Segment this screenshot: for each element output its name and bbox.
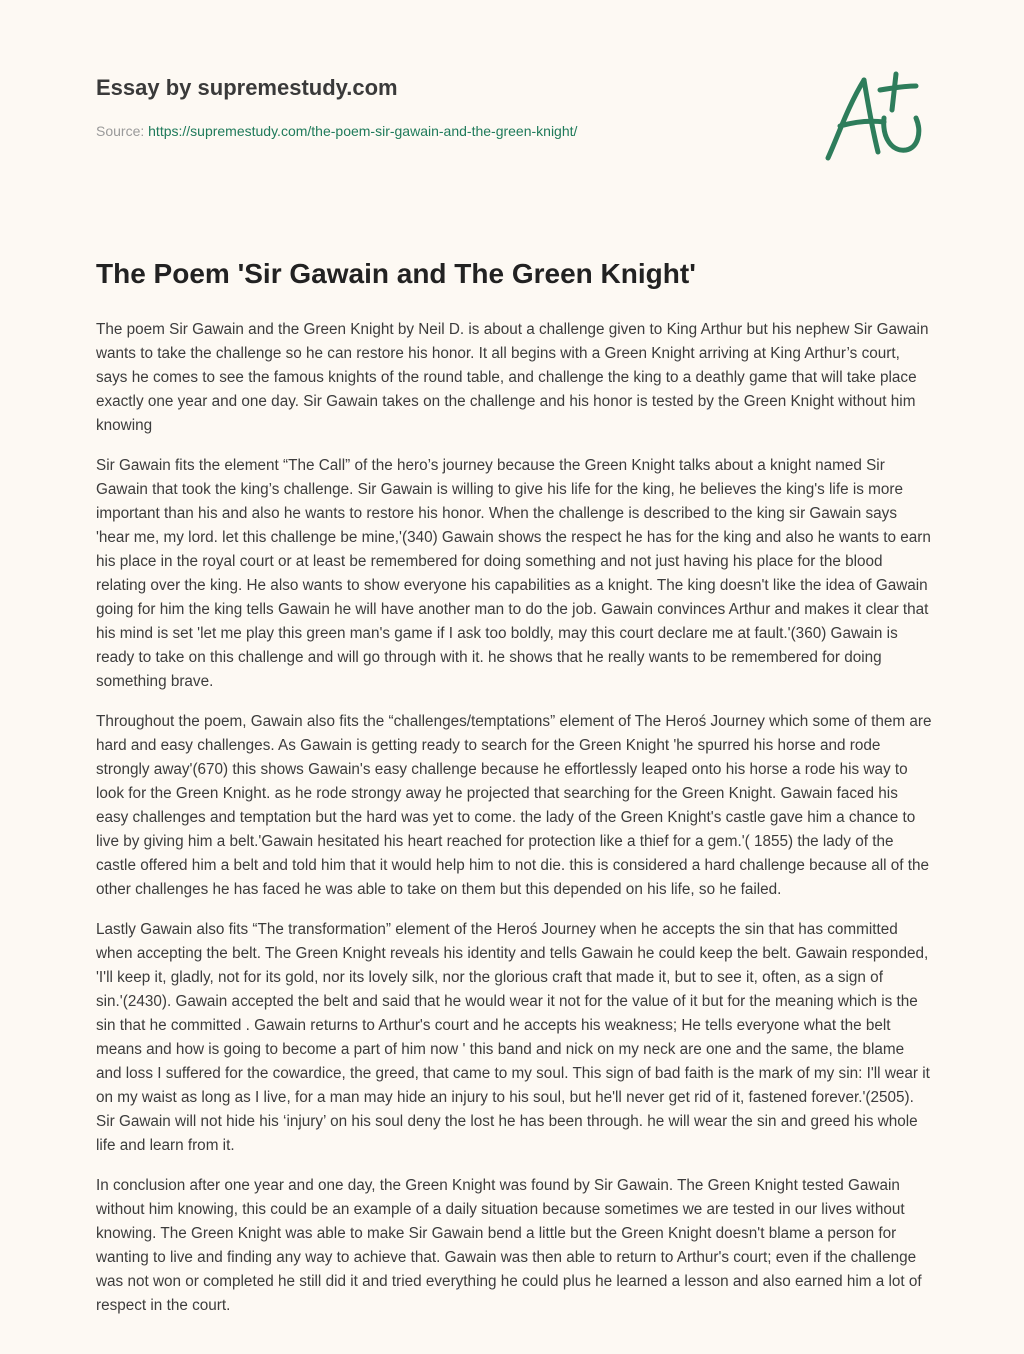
a-plus-logo-icon xyxy=(820,66,930,166)
source-link[interactable]: https://supremestudy.com/the-poem-sir-gawain-and-the-green-knight/ xyxy=(148,123,578,139)
essay-title: The Poem 'Sir Gawain and The Green Knight' xyxy=(96,258,696,289)
source-line xyxy=(96,122,796,140)
essay-paragraph: In conclusion after one year and one day, the Green Knight was found by Sir Gawain. The Green Knight tested Gawain without him knowing, this could be an example of a daily situation because sometimes we are tested in our lives without knowing. The Green Knight was able to make Sir Gawain bend a little but the Green Knight doesn't blame a person for wanting to live and finding any way to achieve that. Gawain was then able to return to Arthur's court; even if the challenge was not won or completed he still did it and tried everything he could plus he learned a lesson and also earned him a lot of respect in the court. xyxy=(96,1177,922,1314)
essay-paragraph: Sir Gawain fits the element “The Call” of the hero’s journey because the Green Knight talks about a knight named Sir Gawain that took the king’s challenge. Sir Gawain is willing to give his life for the king, he believes the king's life is more important than his and also he wants to restore his honor. When the challenge is described to the king sir Gawain says 'hear me, my lord. let this challenge be mine,'(340) Gawain shows the respect he has for the king and also he wants to earn his place in the royal court or at least be remembered for doing something and not just having his place for the blood relating over the king. He also wants to show everyone his capabilities as a knight. The king doesn't like the idea of Gawain going for him the king tells Gawain he will have another man to do the job. Gawain convinces Arthur and makes it clear that his mind is set 'let me play this green man's game if I ask too boldly, may this court declare me at fault.'(360) Gawain is ready to take on this challenge and will go through with it. he shows that he really wants to be remembered for doing something brave. xyxy=(96,457,931,690)
essay-paragraph: Throughout the poem, Gawain also fits the “challenges/temptations” element of The Heroś Journey which some of them are hard and easy challenges. As Gawain is getting ready to search for the Green Knight 'he spurred his horse and rode strongly away'(670) this shows Gawain's easy challenge because he effortlessly leaped onto his horse a rode his way to look for the Green Knight. as he rode strongy away he projected that searching for the Green Knight. Gawain faced his easy challenges and temptation but the hard was yet to come. the lady of the Green Knight's castle gave him a chance to live by giving him a belt.'Gawain hesitated his heart reached for protection like a thief for a gem.'( 1855) the lady of the castle offered him a belt and told him that it would help him to not die. this is considered a hard challenge because all of the other challenges he has faced he was able to take on them but this depended on his life, so he failed. xyxy=(96,713,932,898)
essay-paragraph: Lastly Gawain also fits “The transformation” element of the Heroś Journey when he accepts the sin that has committed when accepting the belt. The Green Knight reveals his identity and tells Gawain he could keep the belt. Gawain responded, 'I'll keep it, gladly, not for its gold, nor its lovely silk, nor the glorious craft that made it, but to see it, often, as a sign of sin.'(2430). Gawain accepted the belt and said that he would wear it not for the value of it but for the meaning which is the sin that he committed . Gawain returns to Arthur's court and he accepts his weakness; He tells everyone what the belt means and how is going to become a part of him now ' this band and nick on my neck are one and the same, the blame and loss I suffered for the cowardice, the greed, that came to my soul. This sign of bad faith is the mark of my sin: I'll wear it on my waist as long as I live, for a man may hide an injury to his soul, but he'll never get rid of it, fastened forever.'(2505). Sir Gawain will not hide his ‘injury’ on his soul deny the lost he has been through. he will wear the sin and greed his whole life and learn from it. xyxy=(96,921,930,1154)
page-header xyxy=(96,74,796,140)
site-title: Essay by supremestudy.com xyxy=(96,75,398,100)
essay-paragraph: The poem Sir Gawain and the Green Knight by Neil D. is about a challenge given to King Arthur but his nephew Sir Gawain wants to take the challenge so he can restore his honor. It all begins with a Green Knight arriving at King Arthur’s court, says he comes to see the famous knights of the round table, and challenge the king to a deathly game that will take place exactly one year and one day. Sir Gawain takes on the challenge and his honor is tested by the Green Knight without him knowing xyxy=(96,321,929,434)
essay-content xyxy=(96,254,932,1334)
source-label: Source: xyxy=(96,123,149,139)
